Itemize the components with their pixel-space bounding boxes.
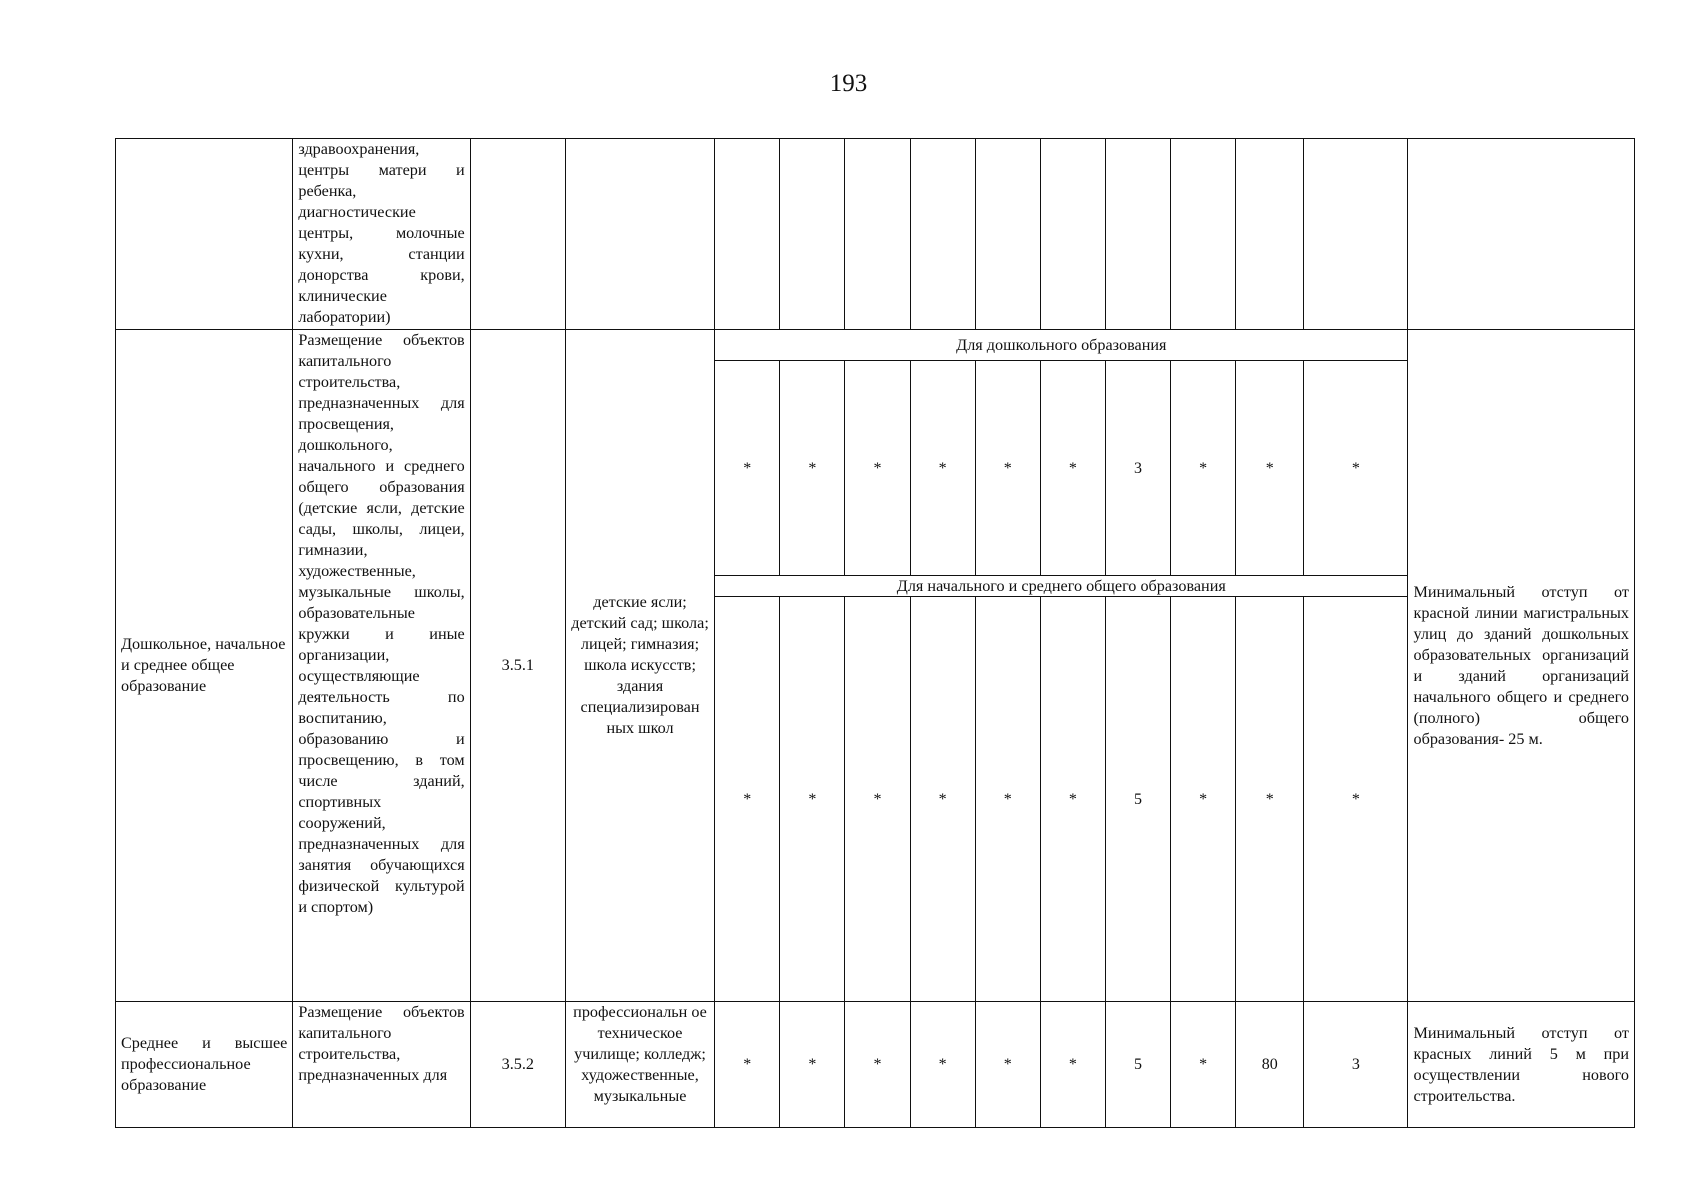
parameter-value: 80 xyxy=(1236,1002,1304,1128)
use-type-name xyxy=(116,139,293,330)
permitted-objects: детские ясли; детский сад; школа; лицей; гимназия; школа искусств; здания специализирован ных школ xyxy=(565,330,714,1002)
parameter-value xyxy=(975,139,1040,330)
parameter-value: * xyxy=(1304,361,1408,576)
permitted-objects: профессиональн ое техническое училище; колледж; художественные, музыкальные xyxy=(565,1002,714,1128)
use-type-description: здравоохранения, центры матери и ребенка, диагностические центры, молочные кухни, станции донорства крови, клинические лаборатории) xyxy=(293,139,470,330)
parameter-value: * xyxy=(975,1002,1040,1128)
parameter-value: * xyxy=(1040,597,1105,1002)
parameter-value: * xyxy=(1171,361,1236,576)
use-type-description: Размещение объектов капитального строительства, предназначенных для просвещения, дошкольного, начального и среднего общего образования (детские ясли, детские сады, школы, лицеи, гимназии, художественные, музыкальные школы, образовательные кружки и иные организации, осуществляющие деятельность по воспитанию, образованию и просвещению, в том числе зданий, спортивных сооружений, предназначенных для занятия обучающихся физической культурой и спортом) xyxy=(293,330,470,1002)
parameter-value xyxy=(1304,139,1408,330)
parameter-value xyxy=(845,139,910,330)
regulations-table xyxy=(115,138,1635,1128)
use-type-code xyxy=(470,139,565,330)
parameter-value: 5 xyxy=(1105,1002,1170,1128)
parameter-value: * xyxy=(1040,361,1105,576)
parameter-value: 3 xyxy=(1304,1002,1408,1128)
parameter-value: * xyxy=(715,361,780,576)
use-type-code: 3.5.1 xyxy=(470,330,565,1002)
parameter-value: * xyxy=(910,1002,975,1128)
parameter-value: * xyxy=(780,361,845,576)
notes-cell: Минимальный отступ от красной линии магистральных улиц до зданий дошкольных образовательных организаций и зданий организаций начального общего и среднего (полного) общего образования- 25 м. xyxy=(1408,330,1635,1002)
parameter-value: * xyxy=(845,361,910,576)
subsection-heading: Для начального и среднего общего образования xyxy=(715,576,1408,597)
permitted-objects xyxy=(565,139,714,330)
use-type-code: 3.5.2 xyxy=(470,1002,565,1128)
parameter-value: 5 xyxy=(1105,597,1170,1002)
parameter-value: * xyxy=(845,1002,910,1128)
parameter-value xyxy=(1171,139,1236,330)
parameter-value: * xyxy=(1171,597,1236,1002)
parameter-value xyxy=(715,139,780,330)
parameter-value: * xyxy=(715,1002,780,1128)
parameter-value: 3 xyxy=(1105,361,1170,576)
use-type-description: Размещение объектов капитального строительства, предназначенных для xyxy=(293,1002,470,1128)
table-row xyxy=(116,330,1635,361)
parameter-value: * xyxy=(910,597,975,1002)
table-row xyxy=(116,1002,1635,1128)
parameter-value: * xyxy=(1236,597,1304,1002)
use-type-name: Среднее и высшее профессиональное образование xyxy=(116,1002,293,1128)
parameter-value: * xyxy=(780,1002,845,1128)
parameter-value xyxy=(1236,139,1304,330)
parameter-value: * xyxy=(1040,1002,1105,1128)
page-number: 193 xyxy=(829,70,868,97)
notes-cell xyxy=(1408,139,1635,330)
parameter-value: * xyxy=(780,597,845,1002)
use-type-name: Дошкольное, начальное и среднее общее образование xyxy=(116,330,293,1002)
parameter-value: * xyxy=(1171,1002,1236,1128)
subsection-heading: Для дошкольного образования xyxy=(715,330,1408,361)
parameter-value: * xyxy=(1236,361,1304,576)
parameter-value: * xyxy=(845,597,910,1002)
parameter-value xyxy=(910,139,975,330)
table-row xyxy=(116,139,1635,330)
parameter-value xyxy=(1040,139,1105,330)
parameter-value: * xyxy=(715,597,780,1002)
notes-cell: Минимальный отступ от красных линий 5 м при осуществлении нового строительства. xyxy=(1408,1002,1635,1128)
parameter-value: * xyxy=(1304,597,1408,1002)
parameter-value: * xyxy=(975,361,1040,576)
parameter-value: * xyxy=(975,597,1040,1002)
parameter-value xyxy=(1105,139,1170,330)
parameter-value xyxy=(780,139,845,330)
parameter-value: * xyxy=(910,361,975,576)
